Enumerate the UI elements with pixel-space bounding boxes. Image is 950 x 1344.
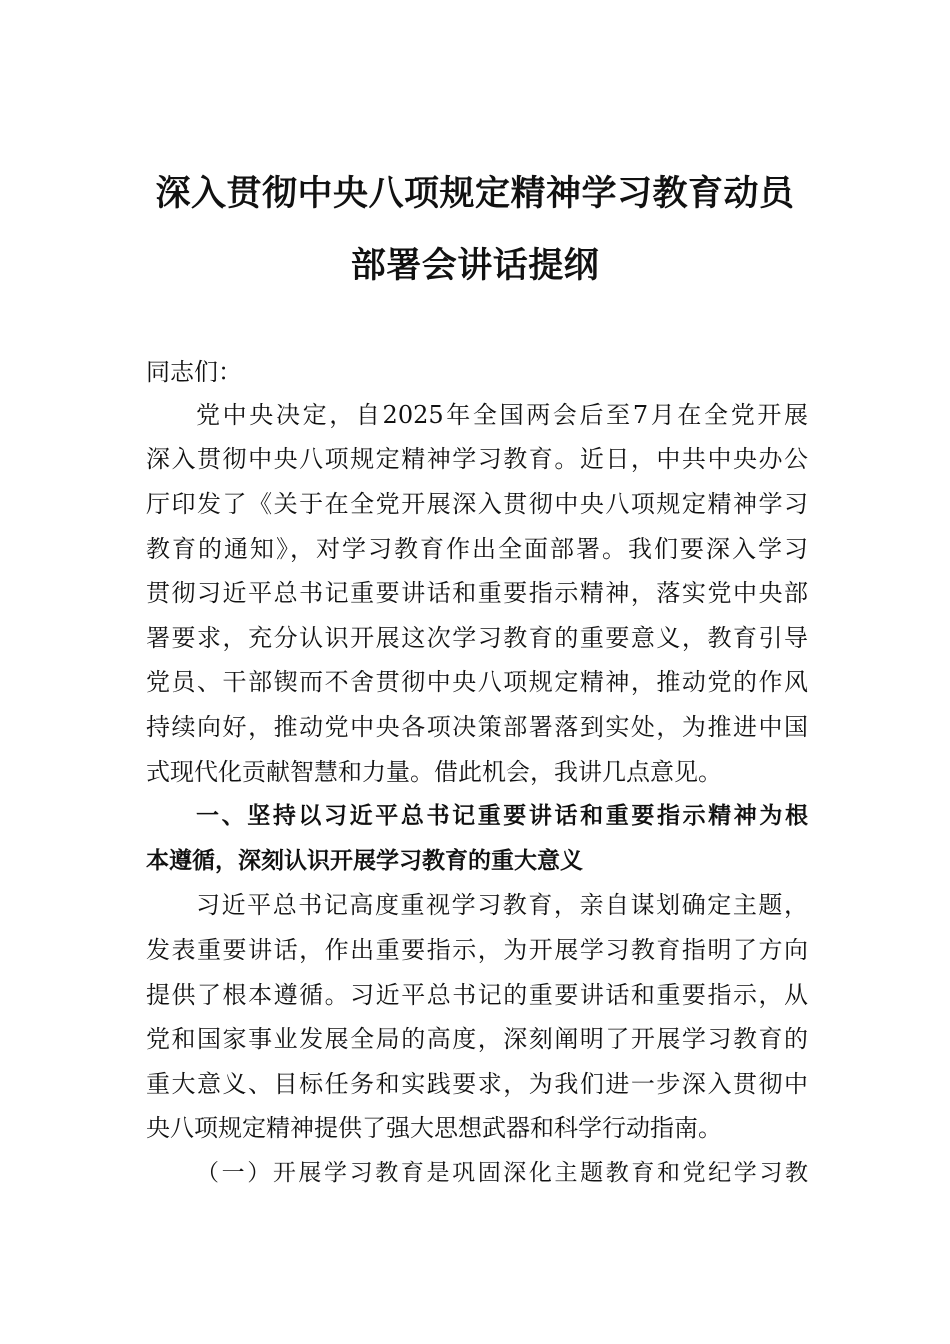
paragraph-1-line-8: 持续向好，推动党中央各项决策部署落到实处，为推进中国 — [146, 713, 808, 741]
paragraph-2-line-5: 重大意义、目标任务和实践要求，为我们进一步深入贯彻中 — [146, 1070, 808, 1098]
paragraph-2-line-1: 习近平总书记高度重视学习教育，亲自谋划确定主题， — [196, 891, 808, 919]
paragraph-1-line-6: 署要求，充分认识开展这次学习教育的重要意义，教育引导 — [146, 624, 808, 652]
paragraph-1-line-7: 党员、干部锲而不舍贯彻中央八项规定精神，推动党的作风 — [146, 668, 808, 696]
subsection-heading: （一）开展学习教育是巩固深化主题教育和党纪学习教 — [196, 1160, 808, 1186]
paragraph-1-line-1: 党中央决定，自2025年全国两会后至7月在全党开展 — [196, 401, 808, 429]
document-title-line-2: 部署会讲话提纲 — [350, 245, 600, 286]
paragraph-2-line-3: 提供了根本遵循。习近平总书记的重要讲话和重要指示，从 — [146, 981, 808, 1009]
salutation: 同志们： — [146, 358, 242, 386]
paragraph-2-line-4: 党和国家事业发展全局的高度，深刻阐明了开展学习教育的 — [146, 1025, 808, 1053]
paragraph-1-line-9: 式现代化贡献智慧和力量。借此机会，我讲几点意见。 — [146, 758, 722, 786]
paragraph-1-line-5: 贯彻习近平总书记重要讲话和重要指示精神，落实党中央部 — [146, 579, 808, 607]
paragraph-1-line-3: 厅印发了《关于在全党开展深入贯彻中央八项规定精神学习 — [146, 490, 808, 518]
section-heading-line-2: 本遵循，深刻认识开展学习教育的重大意义 — [146, 848, 583, 874]
paragraph-1-line-2: 深入贯彻中央八项规定精神学习教育。近日，中共中央办公 — [146, 445, 808, 473]
section-heading-line-1: 一、坚持以习近平总书记重要讲话和重要指示精神为根 — [196, 803, 808, 829]
paragraph-1-line-4: 教育的通知》，对学习教育作出全面部署。我们要深入学习 — [146, 535, 808, 563]
paragraph-2-line-6: 央八项规定精神提供了强大思想武器和科学行动指南。 — [146, 1114, 722, 1142]
paragraph-2-line-2: 发表重要讲话，作出重要指示，为开展学习教育指明了方向 — [146, 936, 808, 964]
document-title-line-1: 深入贯彻中央八项规定精神学习教育动员 — [155, 173, 795, 214]
